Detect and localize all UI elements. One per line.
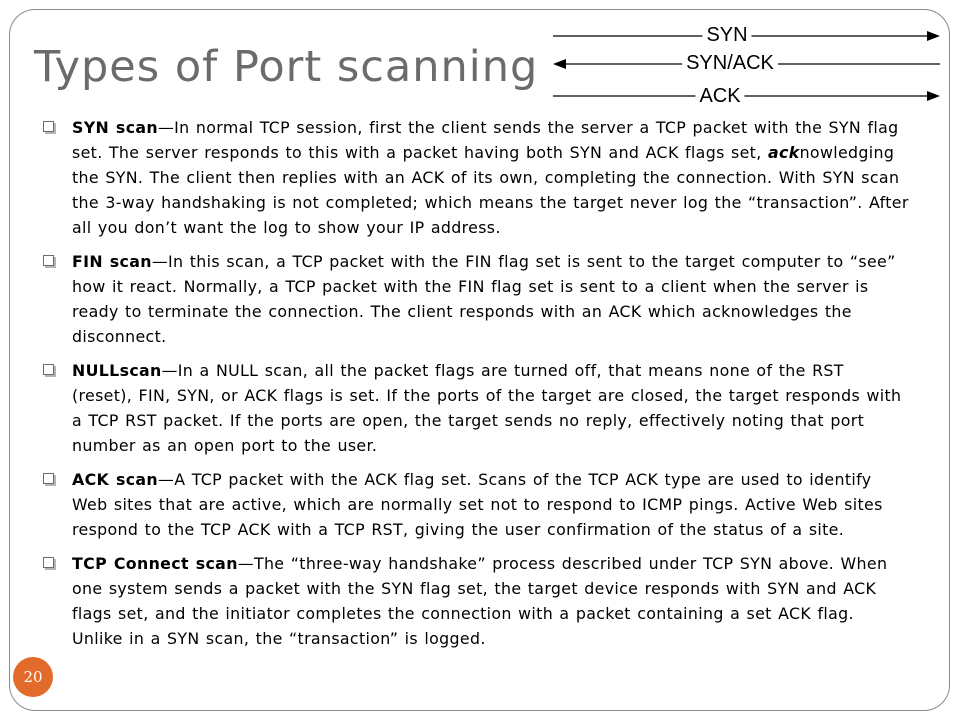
bullet-null-scan	[40, 358, 910, 458]
bullet-text	[72, 551, 910, 651]
bullet-term: TCP Connect scan	[72, 554, 238, 573]
square-bullet-icon	[43, 121, 54, 132]
bullet-syn-scan	[40, 115, 910, 240]
bullet-term: FIN scan	[72, 252, 152, 271]
bullet-body: —The “three-way handshake” process described under TCP SYN above. When one system sends a packet with the SYN flag set, the target device responds with SYN and ACK flags set, and the initiator completes the connection with a packet containing a set ACK flag. Unlike in a SYN scan, the “transaction” is logged.	[72, 554, 888, 648]
bullet-list	[40, 115, 910, 660]
page-number-badge: 20	[13, 657, 53, 697]
bullet-text	[72, 467, 910, 542]
bullet-text	[72, 115, 910, 240]
bullet-text	[72, 249, 910, 349]
bullet-ack-scan	[40, 467, 910, 542]
bullet-term: NULLscan	[72, 361, 162, 380]
bullet-body: —In this scan, a TCP packet with the FIN flag set is sent to the target computer to “see” how it react. Normally, a TCP packet with the FIN flag set is sent to a client when the server is ready to terminate the connection. The client responds with an ACK which acknowledges the disconnect.	[72, 252, 896, 346]
bullet-body: —A TCP packet with the ACK flag set. Scans of the TCP ACK type are used to identify Web sites that are active, which are normally set not to respond to ICMP pings. Active Web sites respond to the TCP ACK with a TCP RST, giving the user confirmation of the status of a site.	[72, 470, 883, 539]
page-title: Types of Port scanning	[34, 42, 539, 92]
square-bullet-icon	[43, 255, 54, 266]
bullet-emphasis: ack	[767, 143, 800, 162]
bullet-body: —In a NULL scan, all the packet flags are turned off, that means none of the RST (reset), FIN, SYN, or ACK flags is set. If the ports of the target are closed, the target responds with a TCP RST packet. If the ports are open, the target sends no reply, effectively noting that port number as an open port to the user.	[72, 361, 902, 455]
bullet-fin-scan	[40, 249, 910, 349]
bullet-body: —In normal TCP session, first the client sends the server a TCP packet with the SYN flag set. The server responds to this with a packet having both SYN and ACK flags set,	[72, 118, 899, 162]
bullet-body-continued: nowledging the SYN. The client then replies with an ACK of its own, completing the connection. With SYN scan the 3-way handshaking is not completed; which means the target never log the “transaction”. After all you don’t want the log to show your IP address.	[72, 143, 909, 237]
synack-label: SYN/ACK	[682, 52, 778, 74]
bullet-term: ACK scan	[72, 470, 159, 489]
bullet-text	[72, 358, 910, 458]
bullet-term: SYN scan	[72, 118, 159, 137]
square-bullet-icon	[43, 473, 54, 484]
square-bullet-icon	[43, 557, 54, 568]
bullet-tcp-connect-scan	[40, 551, 910, 651]
ack-label: ACK	[695, 85, 744, 107]
syn-label: SYN	[702, 24, 751, 46]
square-bullet-icon	[43, 364, 54, 375]
